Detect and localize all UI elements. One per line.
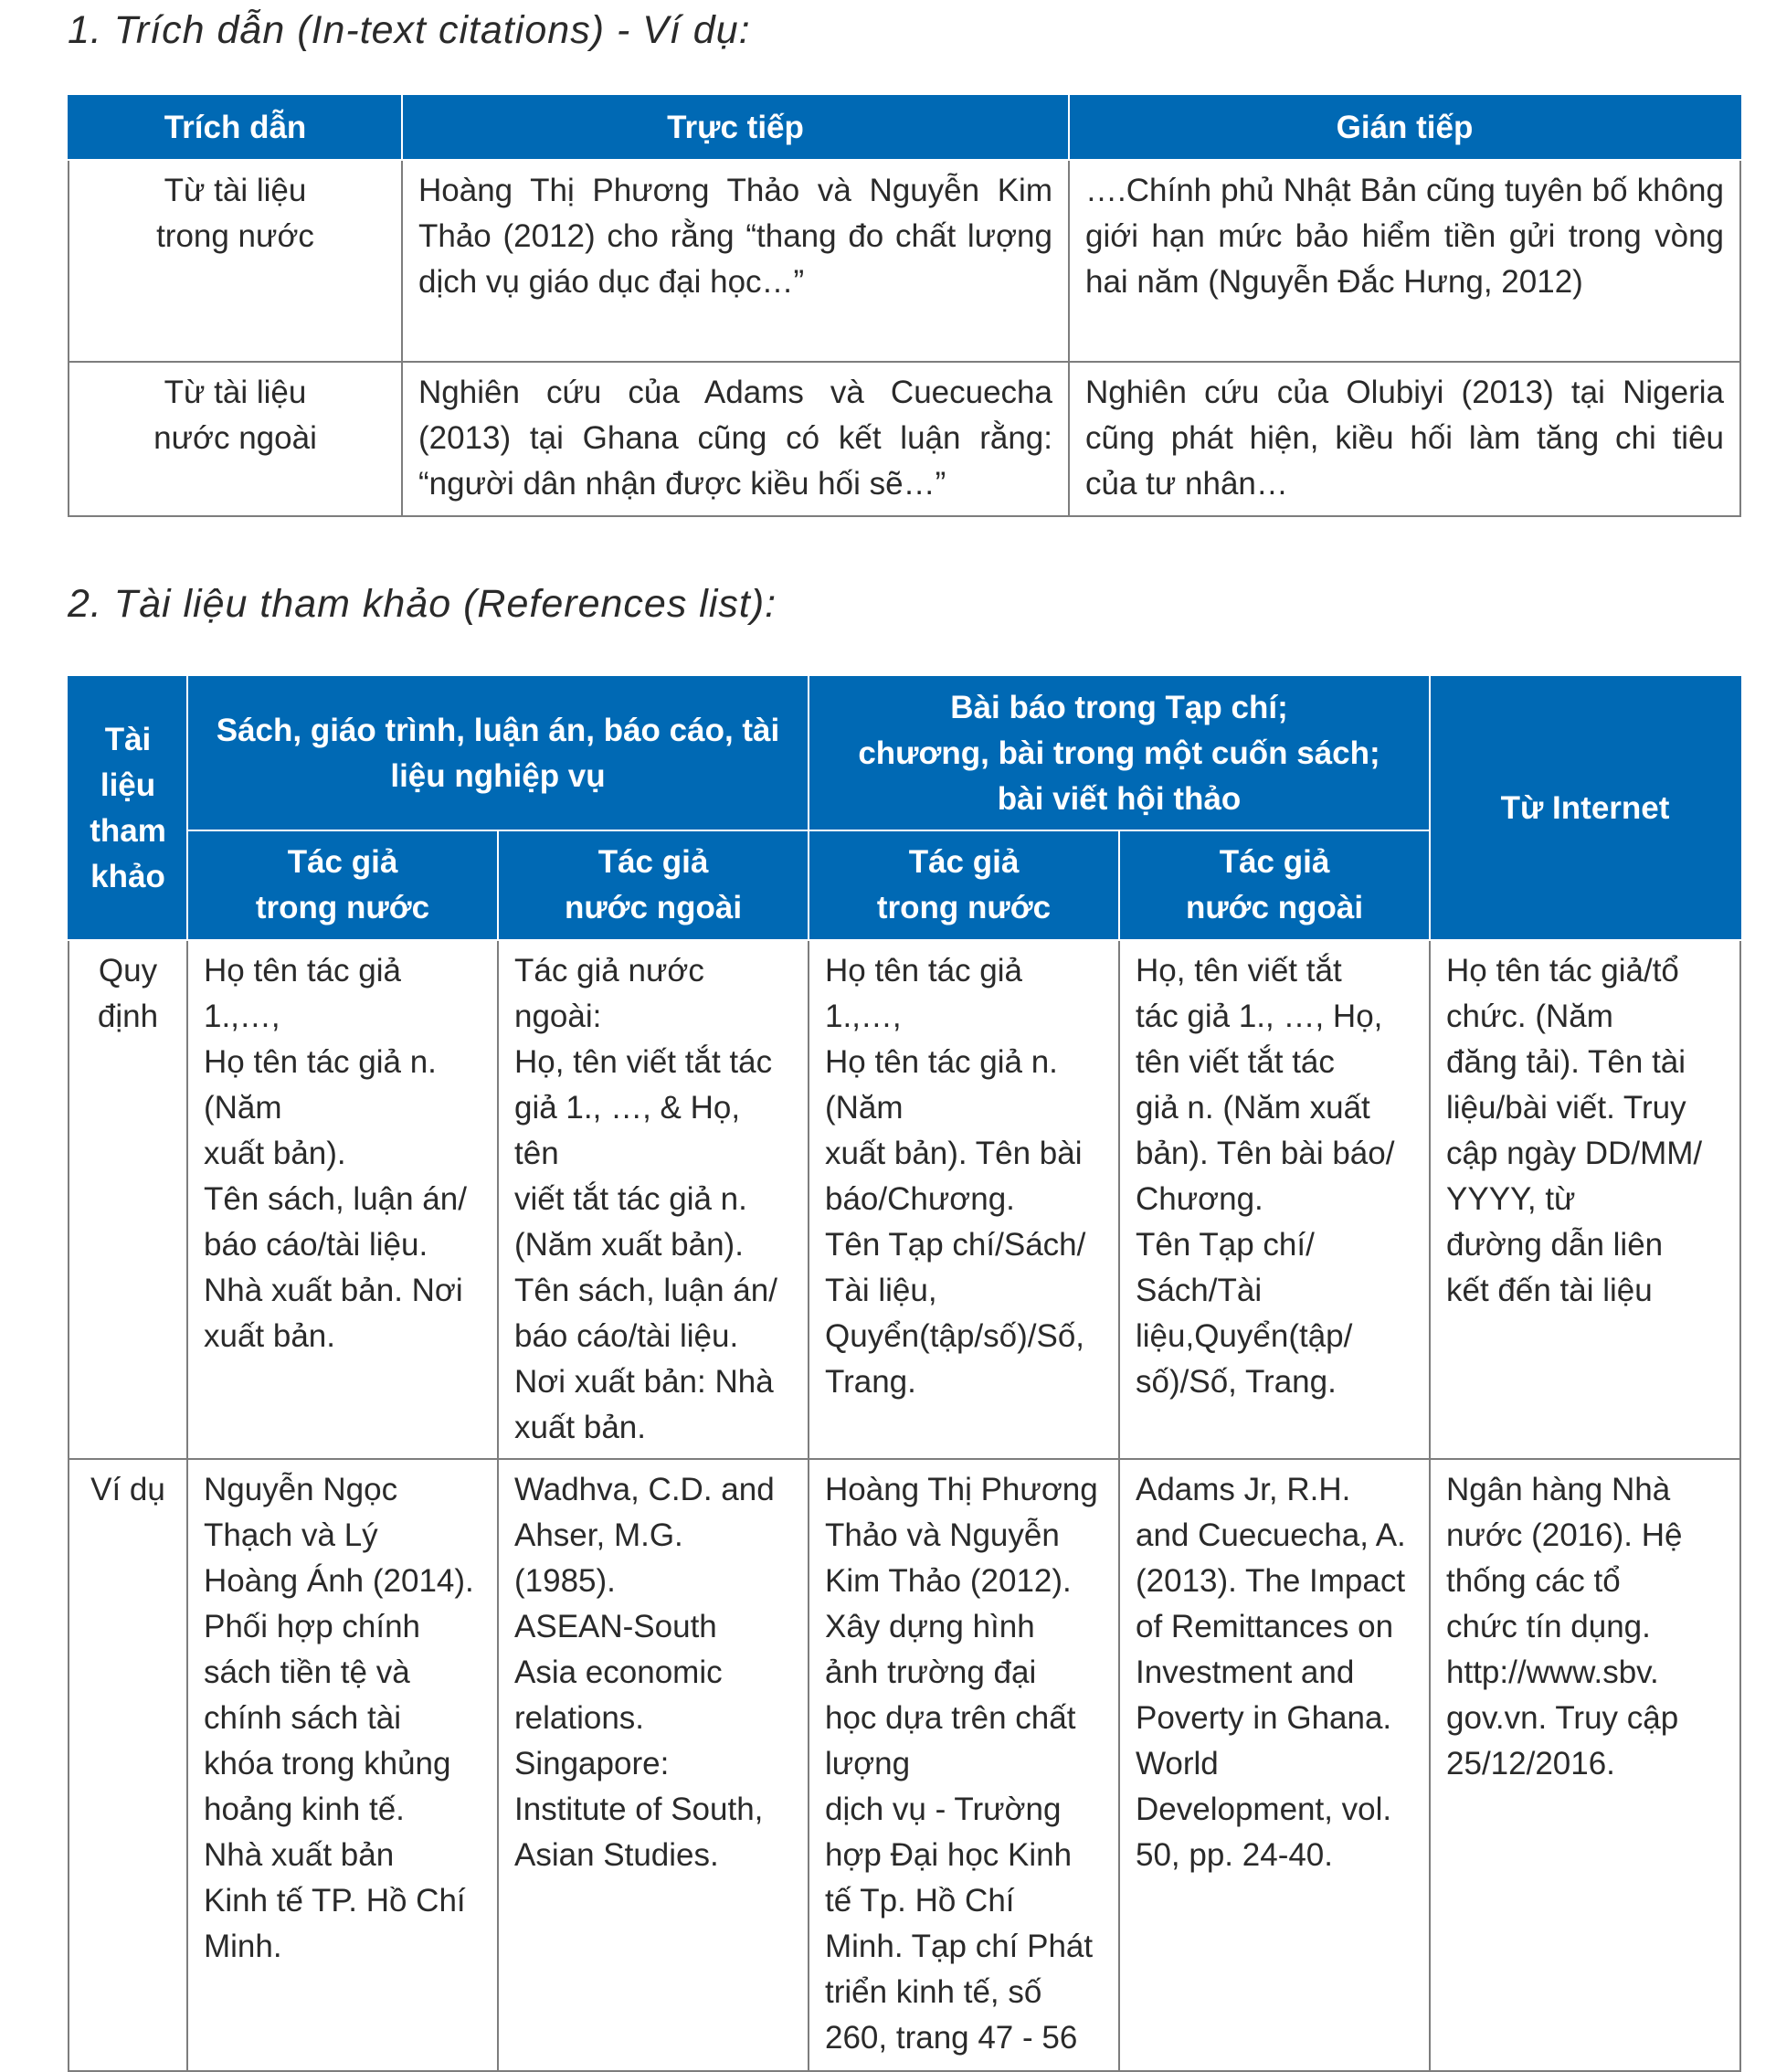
row-label-domestic: Từ tài liệu trong nước bbox=[69, 160, 402, 362]
section-1-title: 1. Trích dẫn (In-text citations) - Ví dụ: bbox=[68, 8, 751, 52]
cell-example-articles-foreign: Adams Jr, R.H. and Cuecuecha, A. (2013). The Impact of Remittances on Investment and Poverty in Ghana. World Development, vol. 50, pp. 24-40. bbox=[1119, 1459, 1430, 2071]
cell-direct-foreign: Nghiên cứu của Adams và Cuecuecha (2013) tại Ghana cũng có kết luận rằng: “người dân nhận được kiều hối sẽ…” bbox=[402, 362, 1069, 516]
cell-example-books-foreign: Wadhva, C.D. and Ahser, M.G. (1985). ASEAN-South Asia economic relations. Singapore: Institute of South, Asian Studies. bbox=[498, 1459, 809, 2071]
cell-indirect-foreign: Nghiên cứu của Olubiyi (2013) tại Nigeria cũng phát hiện, kiều hối làm tăng chi tiêu của tư nhân… bbox=[1069, 362, 1740, 516]
table-row bbox=[69, 362, 1740, 516]
header-reference: Tài liệu tham khảo bbox=[69, 677, 187, 940]
references-list-table bbox=[68, 676, 1741, 2072]
subheader-articles-foreign: Tác giả nước ngoài bbox=[1119, 830, 1430, 940]
table-row bbox=[69, 160, 1740, 362]
row-label-foreign: Từ tài liệu nước ngoài bbox=[69, 362, 402, 516]
in-text-citations-table bbox=[68, 95, 1741, 517]
cell-rules-internet: Họ tên tác giả/tổ chức. (Năm đăng tải). Tên tài liệu/bài viết. Truy cập ngày DD/MM/ YYYY, từ đường dẫn liên kết đến tài liệu bbox=[1430, 940, 1740, 1459]
header-direct: Trực tiếp bbox=[402, 96, 1069, 160]
header-articles: Bài báo trong Tạp chí; chương, bài trong một cuốn sách; bài viết hội thảo bbox=[809, 677, 1430, 830]
table-row bbox=[69, 1459, 1740, 2071]
cell-example-internet: Ngân hàng Nhà nước (2016). Hệ thống các tổ chức tín dụng. http://www.sbv. gov.vn. Truy cập 25/12/2016. bbox=[1430, 1459, 1740, 2071]
cell-example-books-domestic: Nguyễn Ngọc Thạch và Lý Hoàng Ánh (2014). Phối hợp chính sách tiền tệ và chính sách tài khóa trong khủng hoảng kinh tế. Nhà xuất bản Kinh tế TP. Hồ Chí Minh. bbox=[187, 1459, 498, 2071]
header-internet: Từ Internet bbox=[1430, 677, 1740, 940]
subheader-books-domestic: Tác giả trong nước bbox=[187, 830, 498, 940]
row-label-rules: Quy định bbox=[69, 940, 187, 1459]
cell-rules-books-foreign: Tác giả nước ngoài: Họ, tên viết tắt tác giả 1., …, & Họ, tên viết tắt tác giả n. (Năm xuất bản). Tên sách, luận án/ báo cáo/tài liệu. Nơi xuất bản: Nhà xuất bản. bbox=[498, 940, 809, 1459]
subheader-articles-domestic: Tác giả trong nước bbox=[809, 830, 1119, 940]
cell-example-articles-domestic: Hoàng Thị Phương Thảo và Nguyễn Kim Thảo (2012). Xây dựng hình ảnh trường đại học dựa trên chất lượng dịch vụ - Trường hợp Đại học Kinh tế Tp. Hồ Chí Minh. Tạp chí Phát triển kinh tế, số 260, trang 47 - 56 bbox=[809, 1459, 1119, 2071]
table-header-row bbox=[69, 96, 1740, 160]
cell-rules-books-domestic: Họ tên tác giả 1.,…, Họ tên tác giả n. (Năm xuất bản). Tên sách, luận án/ báo cáo/tài liệu. Nhà xuất bản. Nơi xuất bản. bbox=[187, 940, 498, 1459]
header-indirect: Gián tiếp bbox=[1069, 96, 1740, 160]
header-books: Sách, giáo trình, luận án, báo cáo, tài liệu nghiệp vụ bbox=[187, 677, 809, 830]
subheader-books-foreign: Tác giả nước ngoài bbox=[498, 830, 809, 940]
header-citation: Trích dẫn bbox=[69, 96, 402, 160]
row-label-example: Ví dụ bbox=[69, 1459, 187, 2071]
section-2-title: 2. Tài liệu tham khảo (References list): bbox=[68, 582, 777, 626]
cell-rules-articles-foreign: Họ, tên viết tắt tác giả 1., …, Họ, tên viết tắt tác giả n. (Năm xuất bản). Tên bài báo/ Chương. Tên Tạp chí/ Sách/Tài liệu,Quyển(tập/ số)/Số, Trang. bbox=[1119, 940, 1430, 1459]
cell-rules-articles-domestic: Họ tên tác giả 1.,…, Họ tên tác giả n. (Năm xuất bản). Tên bài báo/Chương. Tên Tạp chí/Sách/ Tài liệu, Quyển(tập/số)/Số, Trang. bbox=[809, 940, 1119, 1459]
table-row bbox=[69, 940, 1740, 1459]
table-header-row bbox=[69, 677, 1740, 830]
cell-indirect-domestic: ….Chính phủ Nhật Bản cũng tuyên bố không giới hạn mức bảo hiểm tiền gửi trong vòng hai năm (Nguyễn Đắc Hưng, 2012) bbox=[1069, 160, 1740, 362]
cell-direct-domestic: Hoàng Thị Phương Thảo và Nguyễn Kim Thảo (2012) cho rằng “thang đo chất lượng dịch vụ giáo dục đại học…” bbox=[402, 160, 1069, 362]
